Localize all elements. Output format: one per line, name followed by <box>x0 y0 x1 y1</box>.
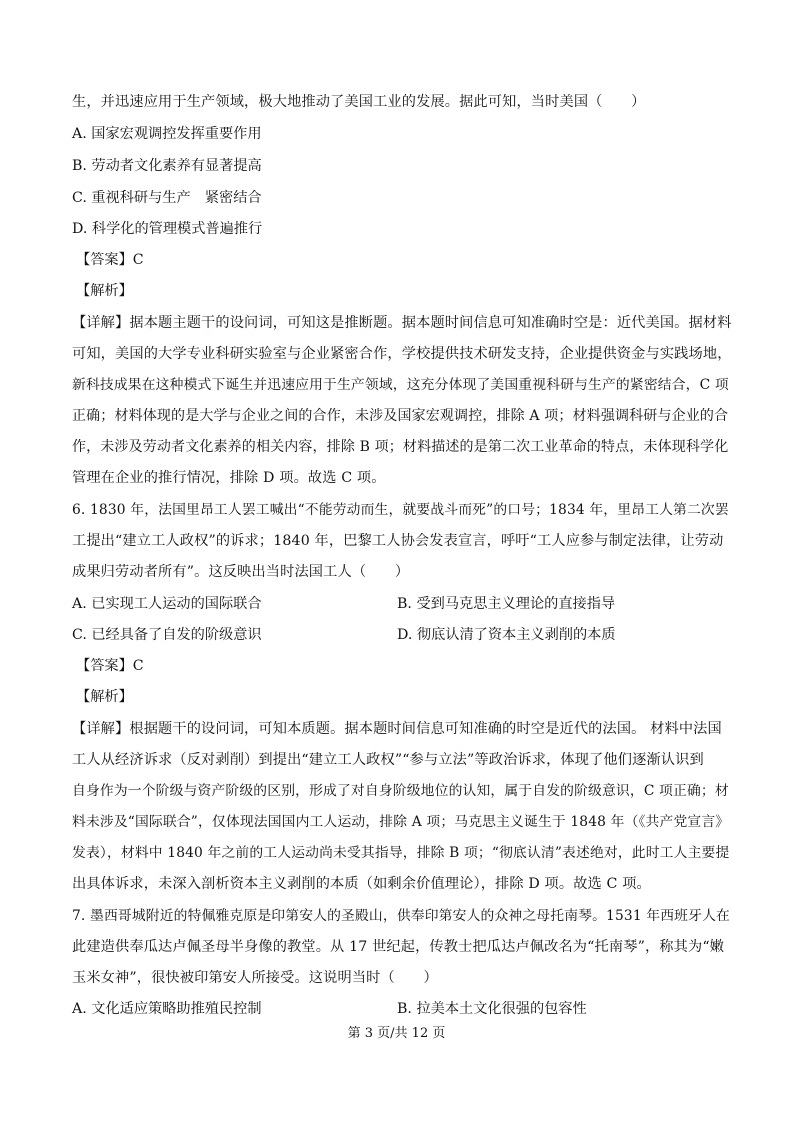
q6-stem-line: 工提出“建立工人政权”的诉求；1840 年，巴黎工人协会发表宣言，呼吁“工人应参与制定法律，让劳动 <box>72 533 724 549</box>
q6-analysis-line: 出具体诉求，未深入剖析资本主义剥削的本质（如剩余价值理论），排除 D 项。故选 C 项。 <box>72 876 651 892</box>
q5-option-a: A. 国家宏观调控发挥重要作用 <box>72 126 262 142</box>
q7-stem-line: 此建造供奉瓜达卢佩圣母半身像的教堂。从 17 世纪起，传教士把瓜达卢佩改名为“托南琴”，称其为“嫩 <box>72 939 725 955</box>
q5-analysis-line: 新科技成果在这种模式下诞生并迅速应用于生产领域，这充分体现了美国重视科研与生产的紧密结合，C 项 <box>72 377 729 393</box>
q5-analysis-line: 管理在企业的推行情况，排除 D 项。故选 C 项。 <box>72 470 386 486</box>
q7-option-a: A. 文化适应策略助推殖民控制 <box>72 1001 262 1017</box>
q6-option-c: C. 已经具备了自发的阶级意识 <box>72 627 262 643</box>
q6-option-d: D. 彻底认清了资本主义剥削的本质 <box>397 627 616 643</box>
q5-option-b: B. 劳动者文化素养有显著提高 <box>72 158 262 174</box>
q6-stem-line: 成果归劳动者所有”。这反映出当时法国工人（ ） <box>72 564 410 580</box>
q6-analysis-line: 料未涉及“国际联合”，仅体现法国国内工人运动，排除 A 项；马克思主义诞生于 1848 年（《共产党宣言》 <box>72 814 730 830</box>
q7-stem-line: 玉米女神”，很快被印第安人所接受。这说明当时（ ） <box>72 970 438 986</box>
q6-analysis-line: 工人从经济诉求（反对剥削）到提出“建立工人政权”“参与立法”等政治诉求，体现了他们逐渐认识到 <box>72 752 704 768</box>
q7-option-b: B. 拉美本土文化很强的包容性 <box>397 1001 587 1017</box>
q5-analysis-label: 【解析】 <box>76 283 133 299</box>
q5-answer: 【答案】C <box>76 252 144 268</box>
q6-analysis-line: 【详解】根据题干的设问词，可知本质题。据本题时间信息可知准确的时空是近代的法国。 材料中法国 <box>72 721 722 737</box>
q5-analysis-line: 正确；材料体现的是大学与企业之间的合作，未涉及国家宏观调控，排除 A 项；材料强调科研与企业的合 <box>72 408 729 424</box>
q6-analysis-line: 自身作为一个阶级与资产阶级的区别，形成了对自身阶级地位的认知，属于自发的阶级意识，C 项正确；材 <box>72 783 729 799</box>
q5-option-c: C. 重视科研与生产 紧密结合 <box>72 190 262 206</box>
q5-analysis-line: 可知，美国的大学专业科研实验室与企业紧密合作，学校提供技术研发支持，企业提供资金与实践场地， <box>72 346 732 362</box>
page-number-footer: 第 3 页/共 12 页 <box>347 1026 446 1041</box>
q5-option-d: D. 科学化的管理模式普遍推行 <box>72 221 263 237</box>
q5-analysis-line: 【详解】据本题主题干的设问词，可知这是推断题。据本题时间信息可知准确时空是：近代美国。据材料 <box>72 315 732 331</box>
q6-analysis-label: 【解析】 <box>76 689 133 705</box>
q6-stem-line: 6. 1830 年，法国里昂工人罢工喊出“不能劳动而生，就要战斗而死”的口号；1834 年，里昂工人第二次罢 <box>72 502 729 518</box>
q5-analysis-line: 作，未涉及劳动者文化素养的相关内容，排除 B 项；材料描述的是第二次工业革命的特点，未体现科学化 <box>72 439 729 455</box>
q6-answer: 【答案】C <box>76 658 144 674</box>
q6-analysis-line: 发表），材料中 1840 年之前的工人运动尚未受其指导，排除 B 项；“彻底认清”表述绝对，此时工人主要提 <box>72 845 730 861</box>
q6-option-a: A. 已实现工人运动的国际联合 <box>72 596 262 612</box>
q6-option-b: B. 受到马克思主义理论的直接指导 <box>397 596 616 612</box>
q5-stem-tail: 生，并迅速应用于生产领域，极大地推动了美国工业的发展。据此可知，当时美国（ ） <box>72 94 646 110</box>
q7-stem-line: 7. 墨西哥城附近的特佩雅克原是印第安人的圣殿山，供奉印第安人的众神之母托南琴。1531 年西班牙人在 <box>72 908 730 924</box>
